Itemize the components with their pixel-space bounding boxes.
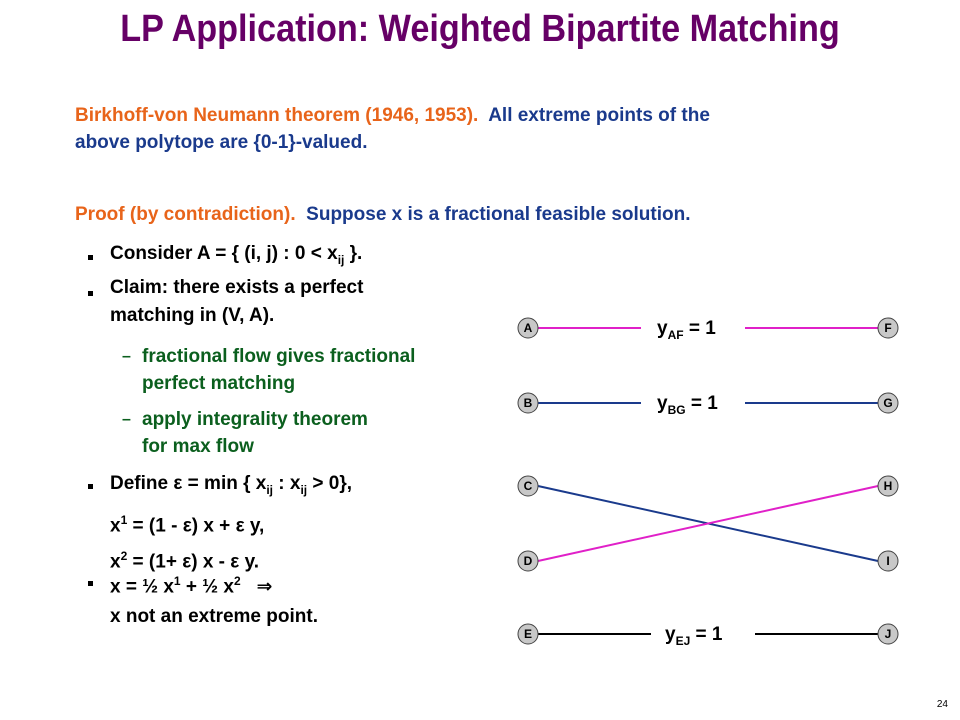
- sub-bullet-dash-1: –: [122, 348, 131, 365]
- x2-epsilon-1: ε: [182, 551, 192, 573]
- x1-text-a: = (1 -: [127, 515, 183, 537]
- edge-label-bg-sub: BG: [667, 403, 686, 417]
- define-sub-ij-1: ij: [266, 482, 274, 497]
- sub-bullet-fractional-line1: fractional flow gives fractional: [142, 346, 416, 367]
- epsilon-symbol: ε: [173, 473, 183, 494]
- edge-label-ej-sub: EJ: [675, 634, 691, 648]
- theorem-text-1: All extreme points of the: [488, 105, 710, 126]
- slide-title: LP Application: Weighted Bipartite Matching: [120, 8, 840, 50]
- bullet-consider-sub: ij: [337, 252, 345, 267]
- node-h: [878, 476, 898, 496]
- node-f-label: F: [884, 321, 892, 335]
- x1-sup: 1: [120, 512, 128, 527]
- edge-label-af-value: = 1: [683, 318, 716, 339]
- x1-text-c: y,: [244, 515, 265, 537]
- node-g-label: G: [883, 396, 893, 410]
- x1-epsilon-2: ε: [235, 515, 245, 537]
- implies-symbol: ⇒: [256, 576, 273, 598]
- node-a-label: A: [523, 321, 533, 335]
- edge-label-bg-y: y: [657, 393, 668, 414]
- conclusion-line2: x not an extreme point.: [110, 606, 318, 628]
- define-text-b: = min { x: [182, 473, 267, 494]
- x2-sup: 2: [120, 549, 128, 564]
- define-sub-ij-2: ij: [300, 482, 308, 497]
- edge-label-bg-value: = 1: [685, 393, 718, 414]
- bullet-consider-pre: Consider A = { (i, j) : 0 < x: [110, 243, 338, 264]
- theorem-label: Birkhoff-von Neumann theorem (1946, 1953).: [75, 105, 479, 126]
- edge-label-ej-value: = 1: [690, 624, 723, 645]
- x2-epsilon-2: ε: [230, 551, 240, 573]
- bullet-claim-line2: matching in (V, A).: [110, 305, 275, 326]
- define-text-d: > 0},: [307, 473, 353, 494]
- edge-label-bg: [657, 393, 718, 417]
- node-c-label: C: [523, 479, 533, 493]
- x2-text-a: = (1+: [127, 551, 183, 573]
- x2-text-c: y.: [239, 551, 260, 573]
- conclusion-sup-2: 2: [233, 574, 241, 588]
- bullet-claim-line1: Claim: there exists a perfect: [110, 277, 364, 298]
- node-d-label: D: [523, 554, 533, 568]
- node-h-label: H: [883, 479, 893, 493]
- sub-bullet-integrality-line2: for max flow: [142, 436, 254, 457]
- conclusion-text-b: + ½ x: [180, 576, 234, 598]
- node-i-label: I: [886, 554, 890, 568]
- proof-label: Proof (by contradiction).: [75, 204, 296, 225]
- node-g: [878, 393, 898, 413]
- theorem-text-2: above polytope are {0-1}-valued.: [75, 132, 368, 153]
- edge-label-af-y: y: [657, 318, 668, 339]
- node-a: [518, 318, 538, 338]
- sub-bullet-fractional-line2: perfect matching: [142, 373, 296, 394]
- node-i: [878, 551, 898, 571]
- edge-label-ej: [665, 624, 723, 648]
- define-text-c: : x: [273, 473, 301, 494]
- proof-text: Suppose x is a fractional feasible solution.: [306, 204, 691, 225]
- node-c: [518, 476, 538, 496]
- edge-label-ej-y: y: [665, 624, 676, 645]
- node-d: [518, 551, 538, 571]
- x2-text-b: ) x -: [191, 551, 231, 573]
- define-text-a: Define: [110, 473, 174, 494]
- x1-var: x: [110, 515, 121, 537]
- sub-bullet-dash-2: –: [122, 411, 131, 428]
- node-f: [878, 318, 898, 338]
- sub-bullet-integrality-line1: apply integrality theorem: [142, 409, 368, 430]
- edge-label-af-sub: AF: [667, 328, 684, 342]
- conclusion-text-a: x = ½ x: [110, 576, 174, 598]
- x1-text-b: ) x +: [191, 515, 236, 537]
- node-b-label: B: [523, 396, 533, 410]
- conclusion-sup-1: 1: [173, 574, 181, 588]
- node-b: [518, 393, 538, 413]
- x1-epsilon-1: ε: [182, 515, 192, 537]
- bullet-consider-post: }.: [344, 243, 363, 264]
- node-j: [878, 624, 898, 644]
- node-j-label: J: [884, 627, 892, 641]
- page-number: 24: [936, 699, 948, 710]
- x2-var: x: [110, 551, 121, 573]
- node-e-label: E: [523, 627, 533, 641]
- node-e: [518, 624, 538, 644]
- edge-label-af: [657, 318, 716, 342]
